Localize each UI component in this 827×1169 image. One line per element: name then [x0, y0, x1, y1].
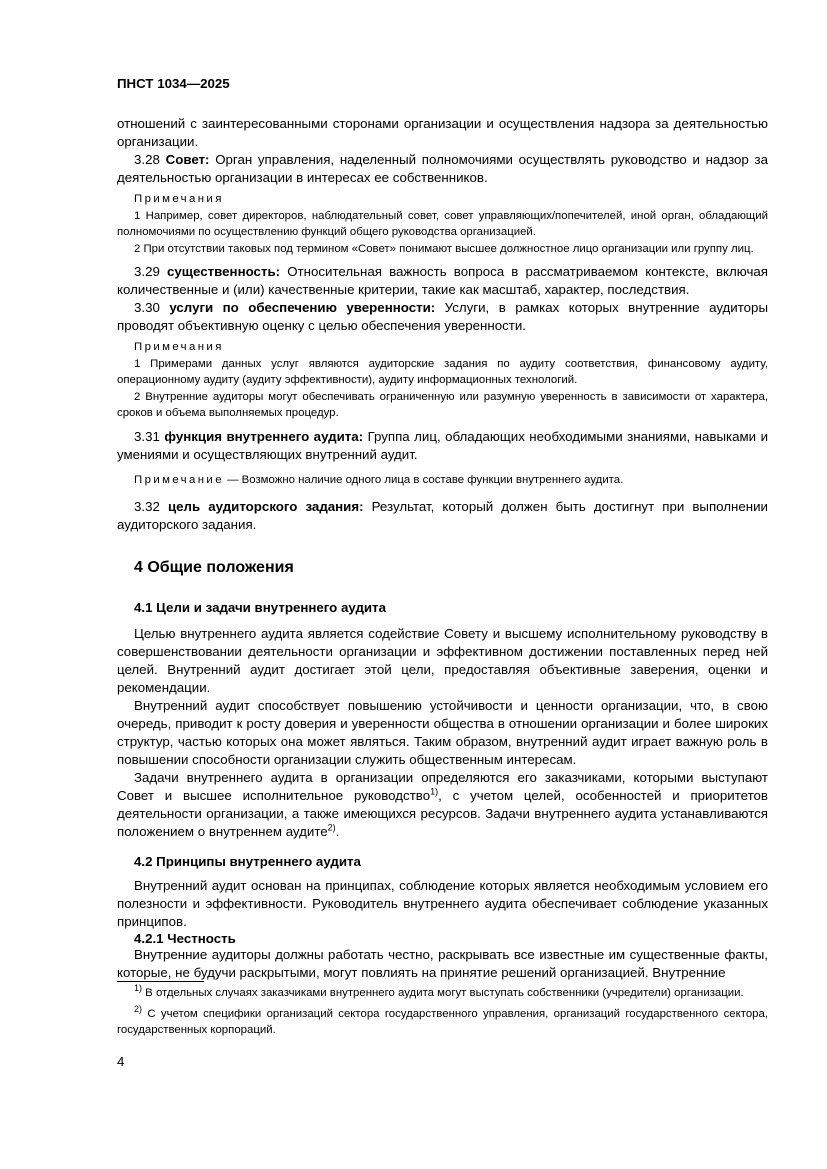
section-4-2-heading: 4.2 Принципы внутреннего аудита [134, 854, 361, 869]
notes-heading: Примечания [134, 193, 224, 205]
note-item: 2 При отсутствии таковых под термином «Совет» понимают высшее должностное лицо организации или группу лиц. [134, 242, 754, 255]
section-4-1-heading: 4.1 Цели и задачи внутреннего аудита [134, 600, 386, 615]
term-3-30: 3.30 услуги по обеспечению уверенности: Услуги, в рамках которых внутренние аудиторы проводят объективную оценку с целью обеспечения уверенности. [117, 300, 768, 333]
section-4-2-1-heading: 4.2.1 Честность [134, 931, 236, 946]
continuation-text: отношений с заинтересованными сторонами организации и осуществления надзора за деятельностью организации. [117, 116, 768, 149]
footnote-divider [117, 981, 204, 982]
footnote-1: $^{1)}$ В отдельных случаях заказчиками внутреннего аудита могут выступать собственники (учредители) организации. [134, 983, 744, 999]
document-id: ПНСТ 1034—2025 [117, 76, 230, 91]
section-4-2-paragraph: Внутренний аудит основан на принципах, соблюдение которых является необходимым условием его полезности и эффективности. Руководитель внутреннего аудита обеспечивает соблюдение указанных принципов. [117, 878, 768, 929]
note-item: 1 Например, совет директоров, наблюдательный совет, совет управляющих/попечителей, иной орган, обладающий полномочиями по осуществлению функций общего руководства организацией. [117, 209, 768, 238]
section-4-1-paragraph: Целью внутреннего аудита является содействие Совету и высшему исполнительному руководству в совершенствовании деятельности организации и эффективном достижении поставленных перед ней целей. Внутренний аудит достигает этой цели, предоставляя объективные заверения, оценки и рекомендации. [117, 626, 768, 695]
term-3-29: 3.29 существенность: Относительная важность вопроса в рассматриваемом контексте, включая количественные и (или) качественные критерии, такие как масштаб, характер, последствия. [117, 264, 768, 297]
page-number: 4 [117, 1054, 125, 1069]
notes-heading: Примечания [134, 341, 224, 353]
footnote-2: $^{2)}$ С учетом специфики организаций сектора государственного управления, организаций государственного сектора, государственных корпораций. [117, 1003, 768, 1036]
section-4-heading: 4 Общие положения [134, 559, 294, 576]
notes-3-30 [117, 339, 768, 422]
note-heading: Примечание [134, 473, 224, 486]
footnotes [117, 985, 768, 1039]
note-item: 1 Примерами данных услуг являются аудиторские задания по аудиту соответствия, финансовому аудиту, операционному аудиту (аудиту эффективности), аудиту информационных технологий. [117, 357, 768, 386]
note-3-31: Примечание — Возможно наличие одного лица в составе функции внутреннего аудита. [134, 473, 624, 486]
term-3-28: 3.28 Совет: Орган управления, наделенный полномочиями осуществлять руководство и надзор за деятельностью организации в интересах ее собственников. [117, 152, 768, 185]
section-4-2-1-paragraph: Внутренние аудиторы должны работать честно, раскрывать все известные им существенные факты, которые, не будучи раскрытыми, могут повлиять на принятие решений организацией. Внутренние [117, 947, 768, 980]
page-content [117, 115, 768, 982]
footnote-ref[interactable]: 1) [430, 786, 439, 797]
term-3-31: 3.31 функция внутреннего аудита: Группа лиц, обладающих необходимыми знаниями, навыками и умениями и осуществляющих внутренний аудит. [117, 428, 768, 462]
section-4-1-paragraph: Задачи внутреннего аудита в организации определяются его заказчиками, которыми выступают Совет и высшее исполнительное руководство$^{1)}$, с учетом целей, особенностей и приоритетов деятельности организации, а также имеющихся ресурсов. Задачи внутреннего аудита устанавливаются положением о внутреннем аудите$^{2)}$. [117, 770, 769, 839]
note-item: 2 Внутренние аудиторы могут обеспечивать ограниченную или разумную уверенность в зависимости от характера, сроков и объема выполняемых процедур. [117, 390, 768, 419]
notes-3-28 [117, 191, 768, 257]
term-3-32: 3.32 цель аудиторского задания: Результат, который должен быть достигнут при выполнении аудиторского задания. [117, 499, 768, 532]
footnote-ref[interactable]: 2) [327, 822, 336, 833]
term-3-28-label: Совет: [165, 152, 210, 167]
section-4-1-paragraph: Внутренний аудит способствует повышению устойчивости и ценности организации, что, в свою очередь, приводит к росту доверия и уверенности общества в отношении организации и более широких структур, частью которых она может являться. Таким образом, внутренний аудит играет важную роль в повышении способности организации служить общественным интересам. [117, 698, 768, 767]
